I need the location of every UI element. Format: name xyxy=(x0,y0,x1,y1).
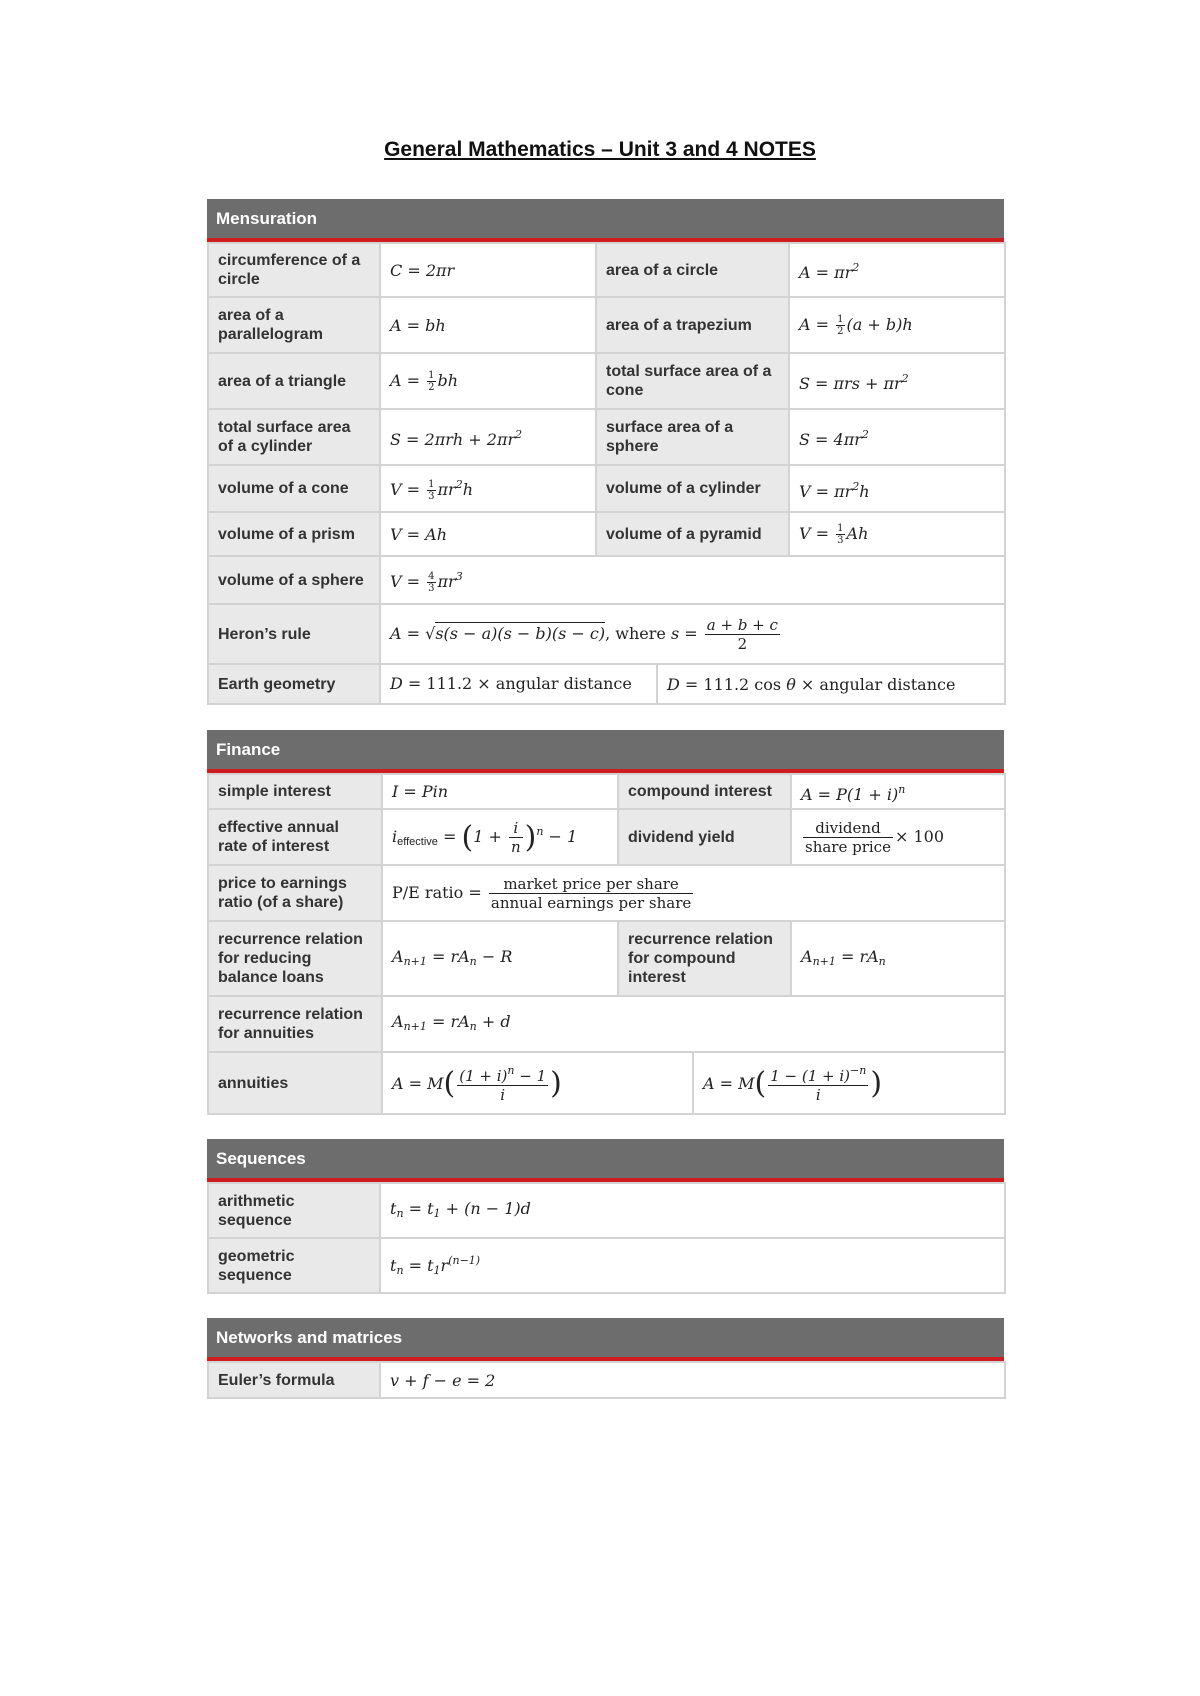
label-circumference: circumference of a circle xyxy=(208,243,380,297)
label-arithmetic: arithmetic sequence xyxy=(208,1183,380,1238)
formula-tsa-cone: $S = \pi rs + \pi r^2$ xyxy=(789,353,1005,409)
formula-effective-rate: $i_{effective} = (1$ + $\frac{i}{n}$ )$^n$ − 1 xyxy=(382,809,618,865)
table-row xyxy=(208,774,1005,809)
label-annuities: annuities xyxy=(208,1052,382,1114)
formula-area-parallelogram: A = bh xyxy=(380,297,596,353)
finance-table xyxy=(207,773,1006,1115)
table-row xyxy=(208,512,1005,556)
table-row xyxy=(208,809,1005,865)
formula-vol-pyramid: V = $\frac{1}{3}$ Ah xyxy=(789,512,1005,556)
label-tsa-cone: total surface area of a cone xyxy=(596,353,789,409)
label-dividend-yield: dividend yield xyxy=(618,809,791,865)
formula-annuities xyxy=(382,1052,1005,1114)
formula-tsa-cylinder: $S = 2\pi rh + 2\pi r^2$ xyxy=(380,409,596,465)
formula-simple-interest: I = Pin xyxy=(382,774,618,809)
label-simple-interest: simple interest xyxy=(208,774,382,809)
label-vol-cone: volume of a cone xyxy=(208,465,380,512)
networks-table xyxy=(207,1361,1006,1399)
label-annuity-recurrence: recurrence relation for annuities xyxy=(208,996,382,1052)
table-row xyxy=(208,865,1005,921)
table-row xyxy=(208,1238,1005,1293)
formula-arithmetic: $t_n = t_1 + (n - 1)d$ xyxy=(380,1183,1005,1238)
label-reducing-balance: recurrence relation for reducing balance loans xyxy=(208,921,382,996)
label-vol-pyramid: volume of a pyramid xyxy=(596,512,789,556)
label-vol-prism: volume of a prism xyxy=(208,512,380,556)
table-row xyxy=(208,243,1005,297)
label-vol-sphere: volume of a sphere xyxy=(208,556,380,604)
formula-annuity-recurrence: $A_{n+1} = rA_n + d$ xyxy=(382,996,1005,1052)
sequences-table xyxy=(207,1182,1006,1294)
table-row xyxy=(208,1052,1005,1114)
formula-pe-ratio: P/E ratio = $\frac{\text{market price per share}}{\text{annual earnings per share}}$ xyxy=(382,865,1005,921)
networks-heading: Networks and matrices xyxy=(207,1318,1004,1361)
label-tsa-cylinder: total surface area of a cylinder xyxy=(208,409,380,465)
formula-circumference: C = 2πr xyxy=(380,243,596,297)
formula-earth-geometry xyxy=(380,664,1005,704)
formula-area-triangle: A = $\frac{1}{2}$ bh xyxy=(380,353,596,409)
networks-section xyxy=(207,1318,1004,1399)
formula-sa-sphere: $S = 4\pi r^2$ xyxy=(789,409,1005,465)
label-earth-geometry: Earth geometry xyxy=(208,664,380,704)
table-row xyxy=(208,1183,1005,1238)
formula-annuities-2: A = M ( $\frac{1 - (1 + i)^{-n}}{i}$ ) xyxy=(703,1064,883,1104)
mensuration-heading: Mensuration xyxy=(207,199,1004,242)
document-title: General Mathematics – Unit 3 and 4 NOTES xyxy=(384,138,816,161)
formula-compound-recurrence: $A_{n+1} = rA_n$ xyxy=(791,921,1005,996)
label-area-circle: area of a circle xyxy=(596,243,789,297)
formula-annuities-1: A = M ( $\frac{(1 + i)^n - 1}{i}$ ) xyxy=(383,1053,694,1113)
formula-dividend-yield: $\frac{\text{dividend}}{\text{share price}}$ × 100 xyxy=(791,809,1005,865)
formula-geometric: $t_n = t_1r^{(n-1)}$ xyxy=(380,1238,1005,1293)
table-row xyxy=(208,556,1005,604)
formula-earth-geometry-2: D = 111.2 cos θ × angular distance xyxy=(667,674,956,694)
label-euler: Euler’s formula xyxy=(208,1362,380,1398)
table-row xyxy=(208,664,1005,704)
mensuration-table xyxy=(207,242,1006,705)
finance-section xyxy=(207,730,1004,1115)
formula-vol-prism: V = Ah xyxy=(380,512,596,556)
mensuration-section xyxy=(207,199,1004,705)
formula-vol-cone: V = $\frac{1}{3}$ $\pi r^2h$ xyxy=(380,465,596,512)
label-compound-interest: compound interest xyxy=(618,774,791,809)
formula-earth-geometry-1: D = 111.2 × angular distance xyxy=(381,665,658,703)
formula-vol-sphere: V = $\frac{4}{3}$ $\pi r^3$ xyxy=(380,556,1005,604)
table-row xyxy=(208,996,1005,1052)
label-area-parallelogram: area of a parallelogram xyxy=(208,297,380,353)
sequences-heading: Sequences xyxy=(207,1139,1004,1182)
label-sa-sphere: surface area of a sphere xyxy=(596,409,789,465)
formula-reducing-balance: $A_{n+1} = rA_n - R$ xyxy=(382,921,618,996)
finance-heading: Finance xyxy=(207,730,1004,773)
label-pe-ratio: price to earnings ratio (of a share) xyxy=(208,865,382,921)
formula-area-circle: $A = \pi r^2$ xyxy=(789,243,1005,297)
formula-euler: v + f − e = 2 xyxy=(380,1362,1005,1398)
label-effective-rate: effective annual rate of interest xyxy=(208,809,382,865)
table-row xyxy=(208,353,1005,409)
label-geometric: geometric sequence xyxy=(208,1238,380,1293)
table-row xyxy=(208,604,1005,664)
label-area-trapezium: area of a trapezium xyxy=(596,297,789,353)
table-row xyxy=(208,465,1005,512)
formula-compound-interest: $A = P(1 + i)^n$ xyxy=(791,774,1005,809)
table-row xyxy=(208,297,1005,353)
formula-vol-cylinder: $V = \pi r^2h$ xyxy=(789,465,1005,512)
formula-area-trapezium: A = $\frac{1}{2}$ (a + b)h xyxy=(789,297,1005,353)
label-vol-cylinder: volume of a cylinder xyxy=(596,465,789,512)
table-row xyxy=(208,1362,1005,1398)
label-compound-recurrence: recurrence relation for compound interest xyxy=(618,921,791,996)
label-area-triangle: area of a triangle xyxy=(208,353,380,409)
table-row xyxy=(208,921,1005,996)
table-row xyxy=(208,409,1005,465)
label-herons-rule: Heron’s rule xyxy=(208,604,380,664)
sequences-section xyxy=(207,1139,1004,1294)
formula-herons-rule: A = √s(s − a)(s − b)(s − c), where s = $\frac{a + b + c}{2}$ xyxy=(380,604,1005,664)
